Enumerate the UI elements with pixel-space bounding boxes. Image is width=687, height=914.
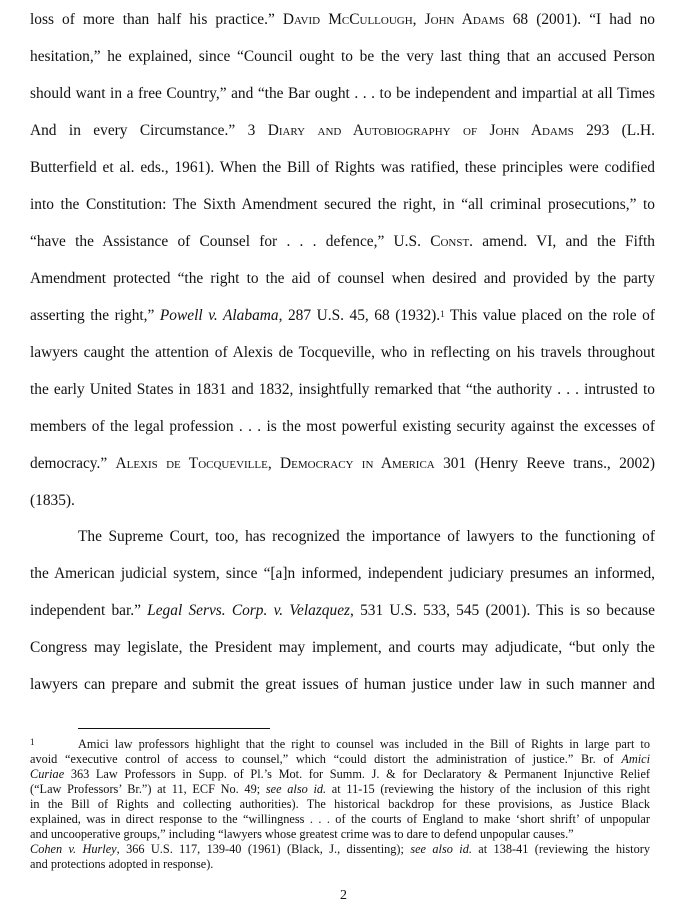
body-line: lawyers caught the attention of Alexis de Tocqueville, who in reflecting on his travels throughout (30, 344, 655, 361)
body-line: the American judicial system, since “[a]n informed, independent judiciary presumes an informed, (30, 565, 655, 582)
body-line: Amendment protected “the right to the aid of counsel when desired and provided by the party (30, 270, 655, 287)
footnote-line: Amici law professors highlight that the right to counsel was included in the Bill of Rights in large part to (78, 737, 650, 751)
body-line: (1835). (30, 492, 75, 509)
footnote-line: Curiae 363 Law Professors in Supp. of Pl.’s Mot. for Summ. J. & for Declaratory & Permanent Injunctive Relief (30, 767, 650, 781)
body-line: into the Constitution: The Sixth Amendment secured the right, in “all criminal prosecutions,” to (30, 196, 655, 213)
body-line: asserting the right,” Powell v. Alabama, 287 U.S. 45, 68 (1932).$^1$ This value placed on the role of (30, 307, 655, 324)
footnote-line: explained, was in direct response to the “willingness . . . of the courts of England to make ‘short shrift’ of unpopular (30, 812, 650, 826)
body-line: democracy.” Alexis de Tocqueville, Democracy in America 301 (Henry Reeve trans., 2002) (30, 455, 655, 472)
body-line: Congress may legislate, the President may implement, and courts may adjudicate, “but only the (30, 639, 655, 656)
body-line: should want in a free Country,” and “the Bar ought . . . to be independent and impartial at all Times (30, 85, 655, 102)
page-number: 2 (340, 888, 347, 903)
body-line: the early United States in 1831 and 1832, insightfully remarked that “the authority . . . intrusted to (30, 381, 655, 398)
footnote-line: and uncooperative groups,” including “lawyers whose greatest crime was to dare to defend unpopular causes.” (30, 827, 574, 841)
body-line: lawyers can prepare and submit the great issues of human justice under law in such manner and (30, 676, 655, 693)
body-line: The Supreme Court, too, has recognized the importance of lawyers to the functioning of (78, 528, 655, 545)
footnote-separator (78, 728, 270, 729)
body-line: independent bar.” Legal Servs. Corp. v. Velazquez, 531 U.S. 533, 545 (2001). This is so because (30, 602, 655, 619)
body-line: “have the Assistance of Counsel for . . . defence,” U.S. Const. amend. VI, and the Fifth (30, 233, 655, 250)
footnote-line: in the Bill of Rights and collecting authorities). The historical backdrop for these provisions, as Justice Black (30, 797, 650, 811)
footnote-line: Cohen v. Hurley, 366 U.S. 117, 139-40 (1961) (Black, J., dissenting); see also id. at 138-41 (reviewing the history (30, 842, 650, 856)
body-line: hesitation,” he explained, since “Council ought to be the very last thing that an accused Person (30, 48, 655, 65)
body-line: members of the legal profession . . . is the most powerful existing security against the excesses of (30, 418, 655, 435)
footnote-line: avoid “executive control of access to counsel,” which “could distort the administration of justice.” Br. of Amici (30, 752, 650, 766)
body-line: And in every Circumstance.” 3 Diary and Autobiography of John Adams 293 (L.H. (30, 122, 655, 139)
body-line: loss of more than half his practice.” David McCullough, John Adams 68 (2001). “I had no (30, 11, 655, 28)
footnote-number: 1 (30, 737, 35, 747)
body-line: Butterfield et al. eds., 1961). When the Bill of Rights was ratified, these principles were codified (30, 159, 655, 176)
footnote-line: (“Law Professors’ Br.”) at 11, ECF No. 49; see also id. at 11-15 (reviewing the history of the inclusion of this right (30, 782, 650, 796)
footnote-reference[interactable]: 1 (440, 309, 445, 319)
footnote-line: and protections adopted in response). (30, 857, 214, 871)
